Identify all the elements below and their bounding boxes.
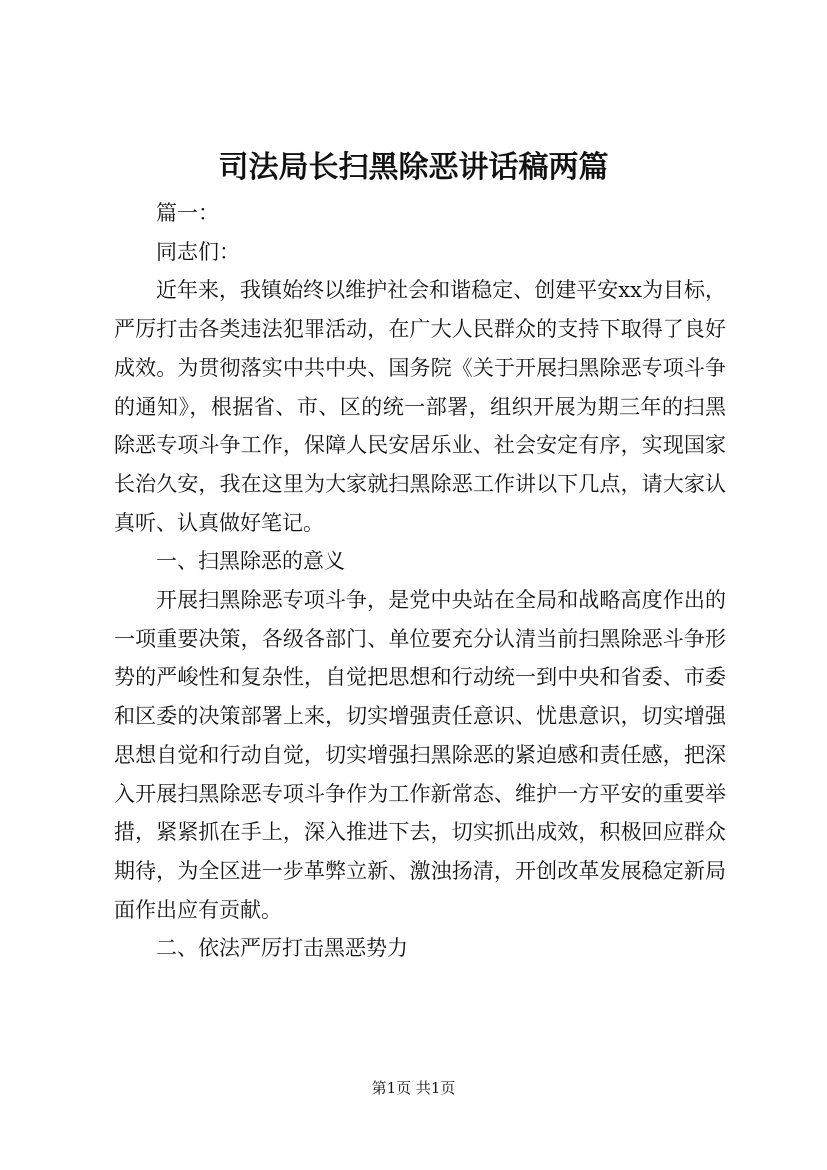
- heading-significance: 一、扫黑除恶的意义: [156, 549, 345, 574]
- page-footer: 第1页 共1页: [371, 1079, 456, 1097]
- document-title: 司法局长扫黑除恶讲话稿两篇: [218, 150, 609, 185]
- paragraph-introduction: 近年来，我镇始终以维护社会和谐稳定、创建平安xx为目标，严厉打击各类违法犯罪活动，在广大人民群众的支持下取得了良好成效。为贯彻落实中共中央、国务院《关于开展扫黑除恶专项斗争的通知》，根据省、市、区的统一部署，组织开展为期三年的扫黑除恶专项斗争工作，保障人民安居乐业、社会安定有序，实现国家长治久安，我在这里为大家就扫黑除恶工作讲以下几点，请大家认真听、认真做好笔记。: [114, 278, 726, 535]
- heading-crackdown: 二、依法严厉打击黑恶势力: [156, 936, 408, 961]
- paragraph-section-label: 篇一：: [156, 201, 219, 225]
- paragraph-significance: 开展扫黑除恶专项斗争，是党中央站在全局和战略高度作出的一项重要决策，各级各部门、单位要充分认清当前扫黑除恶斗争形势的严峻性和复杂性，自觉把思想和行动统一到中央和省委、市委和区委的决策部署上来，切实增强责任意识、忧患意识，切实增强思想自觉和行动自觉，切实增强扫黑除恶的紧迫感和责任感，把深入开展扫黑除恶专项斗争作为工作新常态、维护一方平安的重要举措，紧紧抓在手上，深入推进下去，切实抓出成效，积极回应群众期待，为全区进一步革弊立新、激浊扬清，开创改革发展稳定新局面作出应有贡献。: [114, 588, 726, 922]
- document-body: [114, 194, 726, 968]
- paragraph-salutation: 同志们：: [156, 239, 240, 264]
